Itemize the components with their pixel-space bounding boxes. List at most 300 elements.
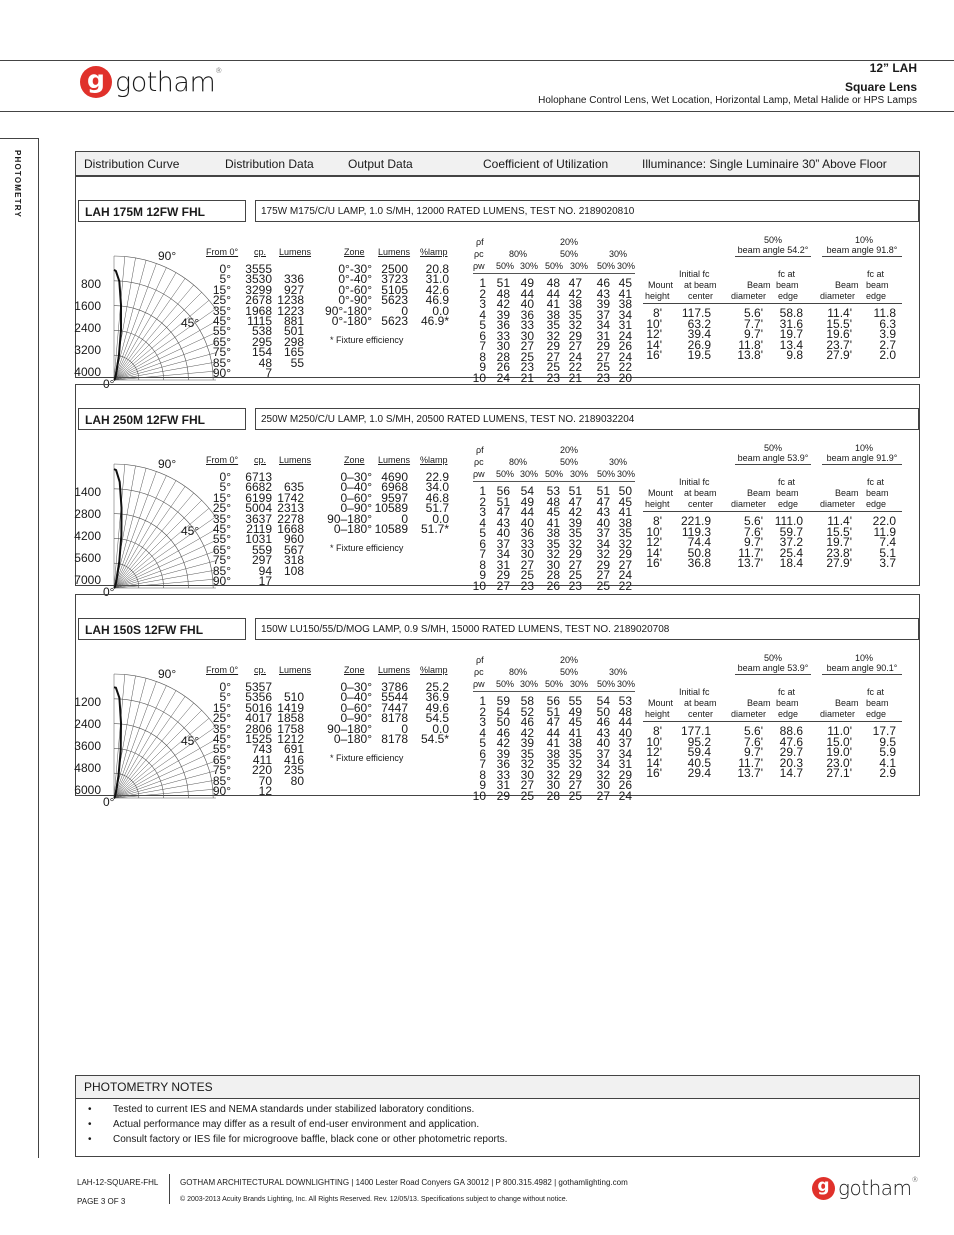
cu-value: 31 [596, 328, 610, 343]
beam-50-rule [735, 256, 811, 257]
cu-value: 51 [496, 276, 510, 290]
cu-room-cavity-ratio: 4 [479, 307, 486, 322]
lamp-info: 150W LU150/55/D/MOG LAMP, 0.9 S/MH, 15000 RATED LUMENS, TEST NO. 2189020708 [255, 618, 919, 640]
illuminance-value: 37.2 [779, 535, 803, 549]
cu-rc-80: 80% [509, 667, 528, 677]
distribution-angle: 90° [212, 784, 231, 798]
cu-value: 24 [618, 349, 632, 364]
cu-value: 40 [596, 515, 610, 530]
cu-value: 54 [496, 704, 510, 719]
illum-header-beam-edge: beam [776, 698, 799, 708]
col-header-zone: Zone [344, 455, 365, 465]
tab-distribution-curve[interactable]: Distribution Curve [84, 157, 180, 171]
distribution-angle: 55° [212, 742, 231, 757]
beam-angle-50: beam angle 53.9° [737, 663, 809, 673]
illum-header-diameter-10: diameter [820, 499, 856, 509]
cu-value: 29 [596, 339, 610, 353]
distribution-lumens: 235 [283, 763, 304, 778]
cu-room-cavity-ratio: 1 [479, 276, 486, 290]
cu-value: 38 [546, 526, 560, 540]
illum-50-label: 50% [764, 235, 783, 245]
illuminance-value: 13.4 [779, 337, 803, 352]
cu-value: 43 [596, 505, 610, 519]
col-header-zone-lumens: Lumens [378, 455, 411, 465]
illuminance-value: 27.1' [826, 766, 852, 780]
output-zone: 0–180° [333, 522, 372, 536]
distribution-lumens: 1668 [277, 522, 304, 536]
illuminance-value: 3.9 [879, 327, 896, 341]
illuminance-value: 19.7 [779, 327, 803, 341]
curve-angle-90-label: 90° [158, 249, 177, 263]
illum-header-height: height [645, 291, 670, 301]
cu-value: 29 [618, 547, 632, 561]
distribution-angle: 35° [212, 511, 231, 526]
distribution-lumens: 960 [283, 532, 304, 547]
cu-value: 22 [618, 578, 632, 593]
distribution-cp: 220 [251, 763, 272, 778]
gotham-logo [80, 66, 222, 98]
distribution-lumens: 1419 [277, 700, 304, 715]
illuminance-value: 9.7' [744, 745, 763, 759]
illuminance-value: 22.0 [872, 514, 896, 528]
cu-value: 31 [496, 557, 510, 572]
data-tab-bar [75, 151, 920, 176]
cu-value: 41 [546, 515, 560, 530]
illum-header-edge-10: edge [866, 499, 887, 509]
cu-value: 20 [618, 370, 632, 385]
illuminance-value: 27.9' [826, 556, 852, 570]
distribution-cp: 5004 [245, 501, 272, 516]
cu-value: 43 [496, 515, 510, 530]
cu-pw-header: 50% [597, 261, 616, 271]
cu-header-rule [473, 691, 635, 692]
cu-value: 48 [618, 704, 632, 719]
illuminance-value: 16' [646, 766, 662, 780]
illuminance-value: 14' [646, 337, 662, 352]
cu-value: 36 [520, 526, 534, 540]
illum-header-center: center [688, 499, 714, 509]
output-zone: 0–30° [340, 680, 372, 694]
cu-value: 43 [596, 725, 610, 740]
distribution-cp: 1115 [247, 314, 272, 328]
cu-value: 32 [568, 536, 582, 551]
distribution-cp: 4017 [245, 711, 272, 726]
output-lamp: 46.9* [420, 314, 449, 328]
output-lamp: 25.2 [425, 680, 449, 694]
distribution-lumens: 1238 [277, 293, 304, 308]
cu-pw-header: 50% [545, 469, 564, 479]
cu-value: 41 [618, 286, 632, 301]
illuminance-value: 3.7 [879, 556, 896, 570]
cu-rf-label: ρf [476, 655, 484, 665]
illuminance-value: 6.3 [879, 316, 896, 331]
beam-angle-50: beam angle 53.9° [737, 453, 809, 463]
col-header-zone: Zone [344, 665, 365, 675]
note-item: • Actual performance may differ as a result of end-user environment and application. [88, 1119, 480, 1130]
distribution-angle: 75° [212, 345, 231, 360]
luminaire-model: LAH 250M 12FW FHL [78, 408, 246, 430]
output-zone: 0°-90° [338, 293, 372, 308]
curve-scale-label: 800 [80, 277, 101, 291]
illuminance-value: 19.7' [826, 535, 852, 549]
illuminance-value: 36.8 [687, 556, 711, 570]
cu-value: 31 [618, 318, 632, 332]
illum-header-beam-10: Beam [835, 280, 859, 290]
gotham-g-icon: g [812, 1177, 835, 1200]
output-zone: 0–90° [340, 711, 372, 726]
cu-rf-20: 20% [560, 237, 579, 247]
illuminance-value: 40.5 [687, 755, 711, 770]
cu-room-cavity-ratio: 6 [479, 536, 486, 551]
illum-header-beam: Beam [747, 280, 771, 290]
cu-value: 58 [520, 694, 534, 708]
illuminance-value: 15.5' [826, 524, 852, 539]
col-header-lamp: %lamp [420, 455, 448, 465]
illuminance-value: 11.8 [873, 306, 896, 320]
cu-value: 24 [568, 349, 582, 364]
cu-room-cavity-ratio: 8 [479, 349, 486, 364]
distribution-angle: 0° [219, 680, 231, 694]
cu-value: 48 [496, 286, 510, 301]
cu-value: 32 [546, 767, 560, 782]
illuminance-value: 9.7' [744, 535, 763, 549]
illum-header-fc-at: fc at [778, 477, 796, 487]
cu-room-cavity-ratio: 3 [479, 715, 486, 729]
cu-value: 33 [496, 328, 510, 343]
illuminance-value: 11.4' [827, 306, 852, 320]
distribution-angle: 75° [212, 553, 231, 568]
distribution-cp: 5356 [245, 690, 272, 705]
cu-value: 27 [618, 557, 632, 572]
section-side-label: PHOTOMETRY [13, 150, 22, 219]
output-lumens: 10589 [374, 501, 408, 516]
illuminance-value: 9.5 [879, 734, 896, 749]
distribution-lumens: 298 [283, 334, 304, 349]
cu-value: 40 [596, 736, 610, 750]
distribution-lumens: 165 [283, 345, 304, 360]
curve-grid-ray [114, 674, 125, 798]
illuminance-value: 16' [646, 556, 662, 570]
cu-value: 34 [618, 307, 632, 322]
output-lumens: 8178 [381, 711, 408, 726]
cu-value: 38 [568, 736, 582, 750]
cu-value: 29 [496, 788, 510, 803]
cu-pw-header: 50% [496, 679, 515, 689]
illum-header-fc-at-10: fc at [867, 687, 885, 697]
illuminance-value: 5.6' [744, 306, 763, 320]
luminaire-model: LAH 150S 12FW FHL [78, 618, 246, 640]
cu-pw-header: 30% [617, 261, 636, 271]
cu-room-cavity-ratio: 2 [479, 494, 486, 509]
illum-10-label: 10% [855, 443, 874, 453]
output-zone: 90–180° [327, 721, 372, 736]
distribution-angle: 5° [219, 480, 231, 495]
distribution-lumens: 691 [283, 742, 304, 757]
luminaire-model: LAH 175M 12FW FHL [78, 200, 246, 222]
note-item: • Consult factory or IES file for microgroove baffle, black cone or other photometric reports. [88, 1134, 508, 1145]
illuminance-value: 5.9 [879, 745, 896, 759]
cu-value: 44 [618, 715, 632, 729]
cu-value: 32 [596, 767, 610, 782]
curve-scale-label: 1200 [74, 695, 101, 709]
output-zone: 0°-30° [338, 262, 372, 276]
beam-50-rule [735, 674, 811, 675]
curve-scale-label: 3200 [74, 343, 101, 357]
illuminance-value: 23.0' [826, 755, 852, 770]
curve-angle-45-label: 45° [181, 734, 200, 748]
cu-value: 30 [520, 767, 534, 782]
output-lumens: 5544 [381, 690, 408, 705]
cu-pw-header: 50% [545, 261, 564, 271]
tab-output-data[interactable]: Output Data [348, 157, 413, 171]
col-header-lamp: %lamp [420, 665, 448, 675]
output-lamp: 31.0 [425, 272, 449, 287]
curve-angle-0-label: 0° [103, 377, 115, 391]
lamp-info: 250W M250/C/U LAMP, 1.0 S/MH, 20500 RATED LUMENS, TEST NO. 2189032204 [255, 408, 919, 430]
output-lamp: 46.8 [425, 490, 449, 505]
illuminance-value: 12' [646, 535, 662, 549]
cu-value: 47 [596, 494, 610, 509]
distribution-cp: 538 [251, 324, 272, 339]
cu-value: 51 [496, 494, 510, 509]
col-header-lamp: %lamp [420, 247, 448, 257]
distribution-angle: 0° [219, 262, 231, 276]
cu-value: 38 [546, 307, 560, 322]
cu-pw-header: 30% [617, 469, 636, 479]
output-lumens: 8178 [381, 732, 408, 746]
cu-rc-30: 30% [609, 457, 628, 467]
cu-value: 37 [618, 736, 632, 750]
cu-pw-header: 50% [597, 679, 616, 689]
illuminance-value: 177.1 [680, 724, 711, 738]
illuminance-value: 14.7 [779, 766, 803, 780]
illuminance-value: 7.6' [744, 734, 763, 749]
illuminance-value: 221.9 [680, 514, 711, 528]
output-lumens: 5623 [381, 314, 408, 328]
illuminance-value: 63.2 [687, 316, 711, 331]
cu-room-cavity-ratio: 7 [479, 547, 486, 561]
cu-value: 30 [520, 328, 534, 343]
illuminance-value: 19.6' [826, 327, 852, 341]
illum-header-edge: edge [778, 499, 799, 509]
output-lamp: 51.7 [425, 501, 449, 516]
cu-room-cavity-ratio: 8 [479, 557, 486, 572]
cu-room-cavity-ratio: 6 [479, 328, 486, 343]
distribution-angle: 35° [212, 303, 231, 318]
cu-pw-header: 30% [520, 679, 539, 689]
col-header-cp: cp. [254, 665, 267, 675]
beam-10-rule [822, 674, 902, 675]
illuminance-value: 14' [646, 755, 662, 770]
illum-header-diameter: diameter [731, 499, 767, 509]
distribution-lumens: 510 [283, 690, 304, 705]
distribution-cp: 295 [251, 334, 272, 349]
cu-room-cavity-ratio: 2 [479, 286, 486, 301]
cu-value: 29 [568, 547, 582, 561]
distribution-cp: 297 [251, 553, 272, 568]
cu-room-cavity-ratio: 5 [479, 526, 486, 540]
cu-value: 22 [618, 360, 632, 374]
distribution-lumens: 336 [283, 272, 304, 287]
cu-value: 32 [520, 757, 534, 771]
distribution-angle: 75° [212, 763, 231, 778]
cu-value: 41 [546, 736, 560, 750]
illuminance-value: 2.0 [879, 348, 896, 362]
distribution-cp: 1968 [245, 303, 272, 318]
illuminance-value: 10' [646, 734, 662, 749]
cu-rc-50: 50% [560, 457, 579, 467]
illum-header-beam-10: Beam [835, 488, 859, 498]
output-lumens: 10589 [374, 522, 408, 536]
distribution-cp: 2806 [245, 721, 272, 736]
cu-value: 32 [568, 318, 582, 332]
gotham-g-icon: g [80, 66, 112, 98]
illum-header-rule [643, 303, 902, 304]
cu-value: 26 [496, 360, 510, 374]
illuminance-value: 95.2 [687, 734, 711, 749]
curve-angle-0-label: 0° [103, 585, 115, 599]
illum-header-at-beam: at beam [684, 280, 717, 290]
cu-room-cavity-ratio: 9 [479, 778, 486, 792]
fixture-efficiency-note: * Fixture efficiency [330, 753, 404, 763]
cu-value: 47 [568, 276, 582, 290]
tab-coefficient-of-utilization[interactable]: Coefficient of Utilization [483, 157, 609, 171]
cu-room-cavity-ratio: 9 [479, 360, 486, 374]
cu-value: 30 [496, 339, 510, 353]
distribution-angle: 65° [212, 542, 231, 557]
tab-distribution-data[interactable]: Distribution Data [225, 157, 314, 171]
output-lamp: 54.5* [420, 732, 449, 746]
distribution-lumens: 55 [290, 355, 304, 370]
distribution-angle: 65° [212, 334, 231, 349]
distribution-cp: 6682 [245, 480, 272, 495]
output-lumens: 9597 [381, 490, 408, 505]
distribution-cp: 5016 [245, 700, 272, 715]
distribution-lumens: 881 [283, 314, 304, 328]
cu-rf-20: 20% [560, 655, 579, 665]
cu-value: 35 [568, 526, 582, 540]
output-lamp: 0.0 [432, 303, 449, 318]
illum-header-rule [643, 511, 902, 512]
output-zone: 0–40° [340, 480, 372, 495]
illum-header-beam: Beam [747, 488, 771, 498]
illum-header-mount: Mount [648, 280, 674, 290]
distribution-angle: 5° [219, 690, 231, 705]
distribution-cp: 12 [258, 784, 272, 798]
cu-value: 27 [568, 778, 582, 792]
curve-scale-label: 1400 [74, 485, 101, 499]
illuminance-value: 10' [646, 316, 662, 331]
cu-room-cavity-ratio: 9 [479, 568, 486, 582]
cu-rf-20: 20% [560, 445, 579, 455]
cu-value: 53 [618, 694, 632, 708]
cu-room-cavity-ratio: 6 [479, 746, 486, 761]
cu-value: 34 [596, 318, 610, 332]
distribution-cp: 3637 [245, 511, 272, 526]
footer-brand: gotham® [838, 1176, 918, 1200]
cu-value: 47 [568, 494, 582, 509]
curve-angle-90-label: 90° [158, 457, 177, 471]
illuminance-value: 13.7' [737, 766, 763, 780]
cu-value: 27 [568, 557, 582, 572]
illuminance-value: 2.9 [879, 766, 896, 780]
output-lamp: 54.5 [425, 711, 449, 726]
curve-scale-label: 6000 [74, 783, 101, 797]
cu-value: 56 [496, 484, 510, 498]
output-lamp: 0.0 [432, 721, 449, 736]
distribution-lumens: 2313 [277, 501, 304, 516]
cu-value: 37 [596, 526, 610, 540]
col-header-zone-lumens: Lumens [378, 247, 411, 257]
illum-header-edge: edge [778, 291, 799, 301]
illuminance-value: 25.4 [779, 545, 803, 560]
cu-value: 23 [546, 370, 560, 385]
cu-value: 38 [546, 746, 560, 761]
cu-value: 40 [618, 725, 632, 740]
illum-header-edge-10: edge [866, 709, 887, 719]
illuminance-value: 23.8' [826, 545, 852, 560]
cu-header-rule [473, 273, 635, 274]
cu-room-cavity-ratio: 10 [472, 578, 486, 593]
distribution-angle: 15° [212, 282, 231, 297]
cu-rc-label: ρc [474, 667, 484, 677]
illuminance-value: 119.3 [681, 524, 711, 539]
cu-value: 35 [568, 746, 582, 761]
cu-value: 45 [618, 494, 632, 509]
illuminance-value: 39.4 [687, 327, 711, 341]
illuminance-value: 50.8 [687, 545, 711, 560]
output-lumens: 0 [401, 303, 408, 318]
cu-room-cavity-ratio: 8 [479, 767, 486, 782]
output-zone: 0°-60° [338, 282, 372, 297]
distribution-lumens: 567 [283, 542, 304, 557]
cu-rc-label: ρc [474, 249, 484, 259]
cu-value: 23 [596, 370, 610, 385]
illuminance-value: 23.7' [826, 337, 852, 352]
curve-grid-ray [114, 256, 125, 380]
output-lamp: 34.0 [425, 480, 449, 495]
distribution-lumens: 635 [283, 480, 304, 495]
illuminance-value: 47.6 [779, 734, 803, 749]
output-lamp: 20.8 [425, 262, 449, 276]
cu-value: 37 [596, 307, 610, 322]
cu-value: 44 [546, 725, 560, 740]
distribution-angle: 45° [212, 314, 231, 328]
cu-value: 44 [520, 286, 534, 301]
cu-value: 51 [568, 484, 582, 498]
cu-value: 25 [596, 578, 610, 593]
illum-header-diameter-10: diameter [820, 709, 856, 719]
cu-value: 22 [568, 360, 582, 374]
illum-header-initial: Initial fc [679, 269, 710, 279]
cu-value: 35 [546, 318, 560, 332]
cu-value: 27 [568, 339, 582, 353]
distribution-angle: 55° [212, 532, 231, 547]
cu-room-cavity-ratio: 7 [479, 339, 486, 353]
illuminance-value: 26.9 [687, 337, 711, 352]
cu-rc-50: 50% [560, 667, 579, 677]
cu-value: 21 [568, 370, 582, 385]
cu-value: 53 [546, 484, 560, 498]
cu-value: 49 [520, 494, 534, 509]
cu-rc-30: 30% [609, 667, 628, 677]
cu-value: 24 [496, 370, 510, 385]
col-header-cp: cp. [254, 455, 267, 465]
cu-room-cavity-ratio: 3 [479, 297, 486, 311]
cu-value: 50 [618, 484, 632, 498]
tab-illuminance[interactable]: Illuminance: Single Luminaire 30” Above Floor [642, 157, 887, 171]
cu-value: 33 [520, 318, 534, 332]
